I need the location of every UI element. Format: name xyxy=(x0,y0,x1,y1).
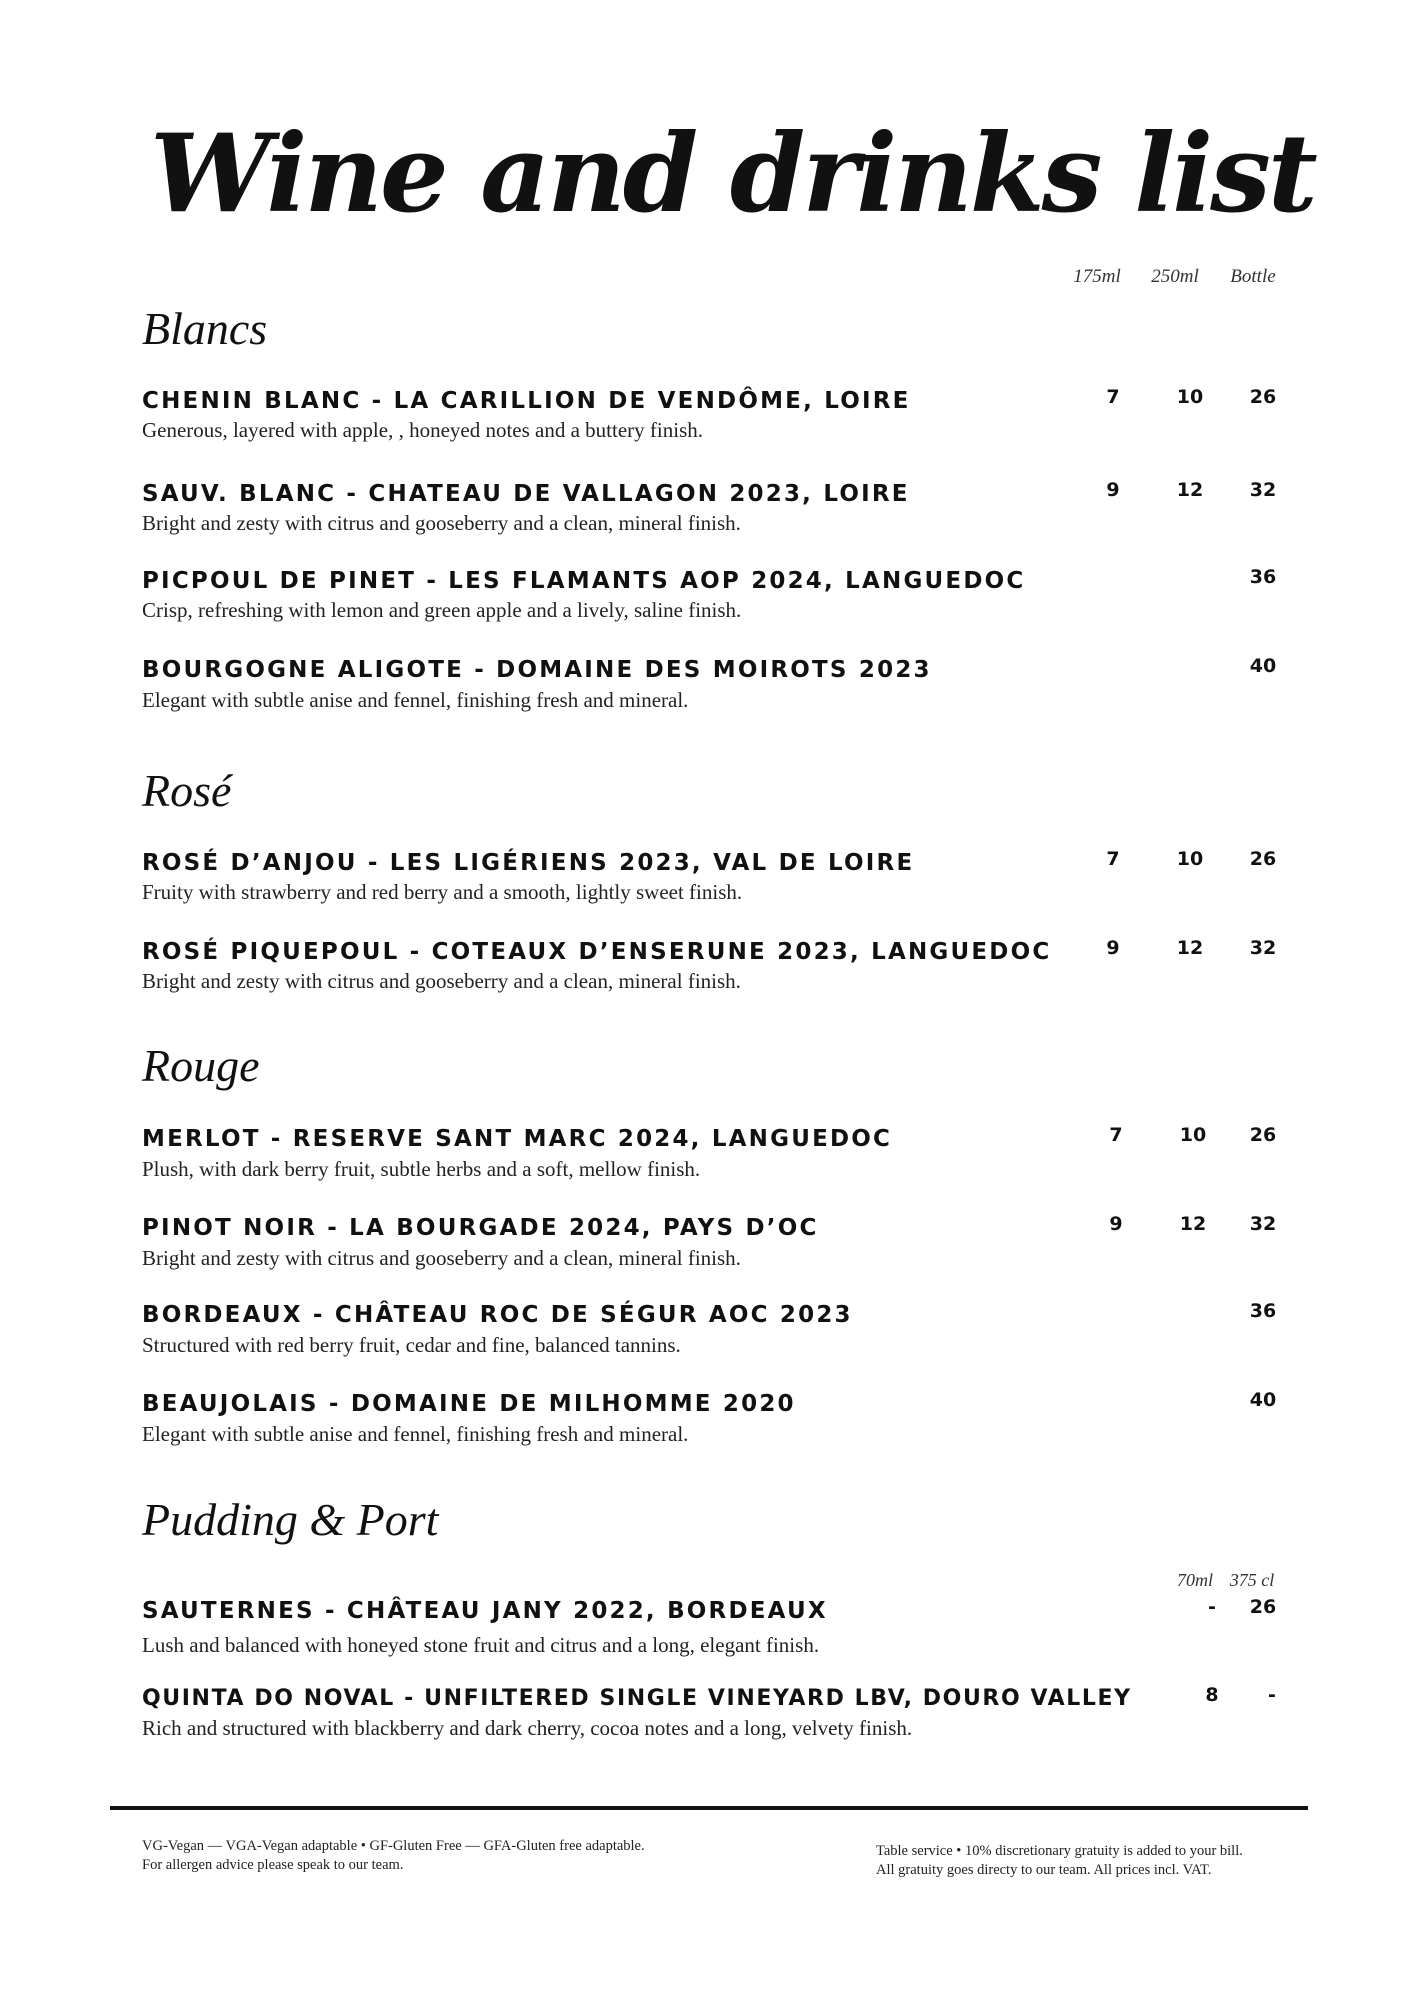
price-175ml: 7 xyxy=(1106,848,1120,870)
price-bottle: 26 xyxy=(1249,386,1277,408)
price-175ml: 7 xyxy=(1109,1124,1123,1146)
price-375cl: 26 xyxy=(1249,1596,1277,1618)
price-bottle: 32 xyxy=(1249,479,1277,501)
price-375cl: - xyxy=(1268,1684,1276,1706)
wine-name: BOURGOGNE ALIGOTE - DOMAINE DES MOIROTS 2023 xyxy=(142,657,932,683)
wine-description: Crisp, refreshing with lemon and green apple and a lively, saline finish. xyxy=(142,598,742,622)
wine-name: ROSÉ PIQUEPOUL - COTEAUX D’ENSERUNE 2023, LANGUEDOC xyxy=(142,939,1052,965)
wine-description: Bright and zesty with citrus and gooseberry and a clean, mineral finish. xyxy=(142,1246,741,1270)
section-heading-rose: Rosé xyxy=(142,765,232,816)
wine-name: PICPOUL DE PINET - LES FLAMANTS AOP 2024, LANGUEDOC xyxy=(142,568,1026,594)
price-bottle: 36 xyxy=(1249,1300,1277,1322)
wine-name: SAUTERNES - CHÂTEAU JANY 2022, BORDEAUX xyxy=(142,1598,828,1624)
wine-name: CHENIN BLANC - LA CARILLION DE VENDÔME, LOIRE xyxy=(142,388,911,414)
page-title: Wine and drinks list xyxy=(150,111,1315,237)
wine-description: Bright and zesty with citrus and gooseberry and a clean, mineral finish. xyxy=(142,511,741,535)
footer-service-note xyxy=(876,1842,1243,1880)
column-header-375cl: 375 cl xyxy=(1229,1570,1275,1590)
price-bottle: 26 xyxy=(1249,1124,1277,1146)
wine-name: BORDEAUX - CHÂTEAU ROC DE SÉGUR AOC 2023 xyxy=(142,1302,853,1328)
wine-description: Bright and zesty with citrus and gooseberry and a clean, mineral finish. xyxy=(142,969,741,993)
footer-vat-line: All gratuity goes directy to our team. All prices incl. VAT. xyxy=(876,1862,1212,1878)
price-bottle: 40 xyxy=(1249,1389,1277,1411)
section-heading-rouge: Rouge xyxy=(142,1040,260,1091)
price-175ml: 9 xyxy=(1106,937,1120,959)
section-heading-blancs: Blancs xyxy=(142,303,268,354)
wine-description: Plush, with dark berry fruit, subtle herbs and a soft, mellow finish. xyxy=(142,1157,701,1181)
column-header-250ml: 250ml xyxy=(1151,266,1199,287)
wine-description: Elegant with subtle anise and fennel, finishing fresh and mineral. xyxy=(142,1422,689,1446)
price-250ml: 10 xyxy=(1179,1124,1207,1146)
wine-name: ROSÉ D’ANJOU - LES LIGÉRIENS 2023, VAL DE LOIRE xyxy=(142,850,915,876)
footer-dietary-key xyxy=(142,1837,645,1875)
wine-description: Rich and structured with blackberry and dark cherry, cocoa notes and a long, velvety finish. xyxy=(142,1716,913,1740)
section-heading-pudding-port: Pudding & Port xyxy=(142,1494,439,1545)
wine-name: SAUV. BLANC - CHATEAU DE VALLAGON 2023, LOIRE xyxy=(142,481,910,507)
wine-description: Lush and balanced with honeyed stone fruit and citrus and a long, elegant finish. xyxy=(142,1633,820,1657)
price-70ml: 8 xyxy=(1205,1684,1219,1706)
price-175ml: 7 xyxy=(1106,386,1120,408)
price-250ml: 12 xyxy=(1179,1213,1207,1235)
price-250ml: 10 xyxy=(1176,386,1204,408)
price-bottle: 26 xyxy=(1249,848,1277,870)
wine-name: MERLOT - RESERVE SANT MARC 2024, LANGUEDOC xyxy=(142,1126,893,1152)
wine-description: Generous, layered with apple, , honeyed notes and a buttery finish. xyxy=(142,418,704,442)
price-250ml: 12 xyxy=(1176,937,1204,959)
wine-name: BEAUJOLAIS - DOMAINE DE MILHOMME 2020 xyxy=(142,1391,796,1417)
footer-divider xyxy=(110,1806,1308,1810)
column-header-175ml: 175ml xyxy=(1073,266,1121,287)
footer-dietary-line: VG-Vegan — VGA-Vegan adaptable • GF-Gluten Free — GFA-Gluten free adaptable. xyxy=(142,1838,645,1854)
price-bottle: 40 xyxy=(1249,655,1277,677)
price-bottle: 36 xyxy=(1249,566,1277,588)
wine-description: Fruity with strawberry and red berry and a smooth, lightly sweet finish. xyxy=(142,880,743,904)
footer-allergen-line: For allergen advice please speak to our team. xyxy=(142,1857,404,1873)
price-175ml: 9 xyxy=(1106,479,1120,501)
footer-gratuity-line: Table service • 10% discretionary gratuity is added to your bill. xyxy=(876,1843,1243,1859)
price-70ml: - xyxy=(1208,1596,1216,1618)
price-bottle: 32 xyxy=(1249,1213,1277,1235)
wine-description: Elegant with subtle anise and fennel, finishing fresh and mineral. xyxy=(142,688,689,712)
price-bottle: 32 xyxy=(1249,937,1277,959)
wine-description: Structured with red berry fruit, cedar and fine, balanced tannins. xyxy=(142,1333,681,1357)
price-250ml: 10 xyxy=(1176,848,1204,870)
price-250ml: 12 xyxy=(1176,479,1204,501)
column-header-70ml: 70ml xyxy=(1177,1570,1213,1590)
column-header-bottle: Bottle xyxy=(1230,266,1276,287)
wine-name: QUINTA DO NOVAL - UNFILTERED SINGLE VINEYARD LBV, DOURO VALLEY xyxy=(142,1686,1132,1711)
price-175ml: 9 xyxy=(1109,1213,1123,1235)
wine-name: PINOT NOIR - LA BOURGADE 2024, PAYS D’OC xyxy=(142,1215,819,1241)
